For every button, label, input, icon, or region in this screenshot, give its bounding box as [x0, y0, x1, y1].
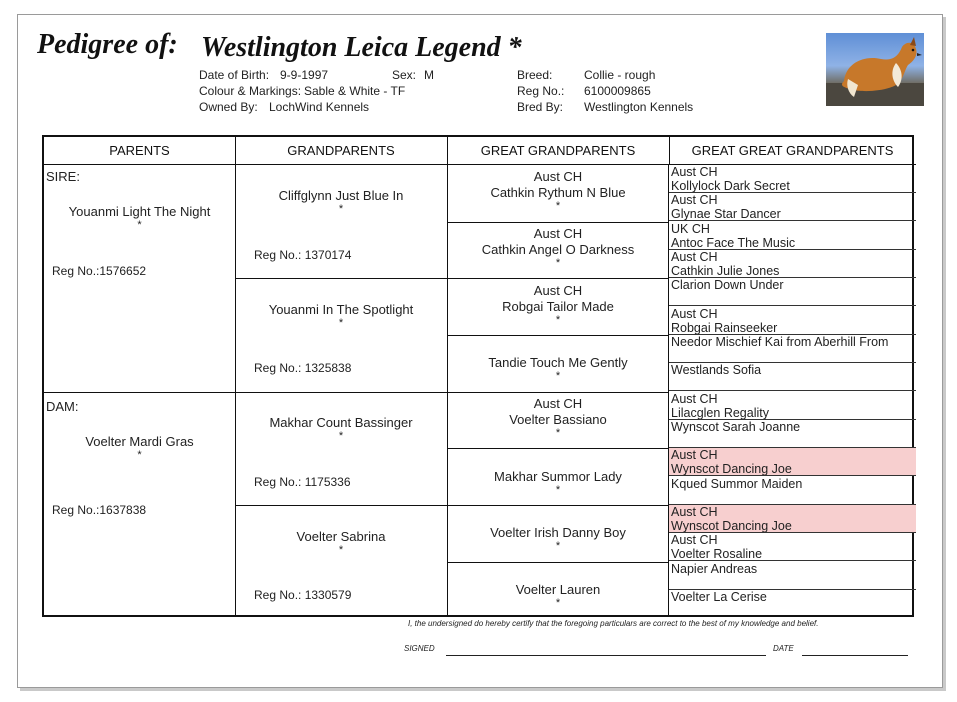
- title-label: Pedigree of:: [37, 29, 178, 60]
- grandparent-name: Cliffglynn Just Blue In: [278, 188, 404, 203]
- great-grandparent-title: Aust CH: [533, 396, 583, 411]
- reg-value: 6100009865: [584, 84, 651, 98]
- grandparent-reg: Reg No.: 1330579: [254, 588, 352, 602]
- ggg-name: Voelter La Cerise: [671, 590, 767, 604]
- row-divider: [235, 505, 669, 506]
- grandparent-reg: Reg No.: 1175336: [254, 475, 351, 489]
- owned-label: Owned By:: [199, 100, 258, 114]
- ggg-name: Robgai Rainseeker: [671, 321, 778, 335]
- row-divider: [447, 335, 669, 336]
- collie-photo: [826, 33, 924, 106]
- certification-text: I, the undersigned do hereby certify that the foregoing particulars are correct to the best of my knowledge and belief.: [408, 619, 819, 628]
- signed-label: SIGNED: [404, 644, 435, 653]
- ggg-entry: [669, 420, 916, 448]
- grandparent-reg: Reg No.: 1325838: [254, 361, 352, 375]
- great-grandparent-name: Tandie Touch Me Gently: [488, 355, 628, 370]
- grandparent-name: Youanmi In The Spotlight: [268, 302, 414, 317]
- ggg-name: Lilacglen Regality: [671, 406, 769, 420]
- ggg-name: Kqued Summor Maiden: [671, 477, 803, 491]
- grandparent-star: *: [338, 430, 344, 442]
- ggg-name: Cathkin Julie Jones: [671, 264, 780, 278]
- breed-label: Breed:: [517, 68, 553, 82]
- great-grandparent-name: Cathkin Angel O Darkness: [481, 242, 635, 257]
- ggg-entry: [669, 477, 916, 505]
- colour-value: Sable & White - TF: [304, 84, 406, 98]
- ggg-name: Westlands Sofia: [671, 363, 762, 377]
- ggg-name: Wynscot Dancing Joe: [671, 462, 792, 476]
- breed-value: Collie - rough: [584, 68, 656, 82]
- grandparent-reg: Reg No.: 1370174: [254, 248, 352, 262]
- ggg-entry: [669, 392, 916, 420]
- great-grandparent-title: Aust CH: [533, 169, 583, 184]
- header-great-grandparents: GREAT GRANDPARENTS: [447, 137, 669, 165]
- great-grandparent-name: Voelter Irish Danny Boy: [490, 525, 626, 540]
- great-grandparent-star: *: [555, 200, 561, 212]
- ggg-entry: [669, 562, 916, 590]
- ggg-entry-highlighted: [669, 448, 916, 476]
- great-grandparent-star: *: [555, 314, 561, 326]
- ggg-name: Wynscot Sarah Joanne: [671, 420, 801, 434]
- ggg-name: Needor Mischief Kai from Aberhill From: [671, 335, 889, 349]
- ggg-title: UK CH: [671, 222, 710, 236]
- ggg-name: Kollylock Dark Secret: [671, 179, 790, 193]
- ggg-entry: [669, 222, 916, 250]
- sire-reg: Reg No.:1576652: [52, 264, 147, 278]
- ggg-entry: [669, 533, 916, 561]
- header-parents: PARENTS: [44, 137, 235, 165]
- row-divider: [447, 448, 669, 449]
- ggg-entry: [669, 307, 916, 335]
- ggg-title: Aust CH: [671, 165, 718, 179]
- sire-name: Youanmi Light The Night: [68, 204, 211, 219]
- dam-reg: Reg No.:1637838: [52, 503, 147, 517]
- ggg-name: Antoc Face The Music: [671, 236, 796, 250]
- sex-value: M: [424, 68, 434, 82]
- great-grandparent-title: Aust CH: [533, 283, 583, 298]
- dam-name: Voelter Mardi Gras: [85, 434, 194, 449]
- dam-star: *: [137, 449, 142, 461]
- great-grandparent-title: Aust CH: [533, 226, 583, 241]
- row-divider: [44, 392, 669, 393]
- great-grandparent-name: Cathkin Rythum N Blue: [490, 185, 626, 200]
- great-grandparent-star: *: [555, 257, 561, 269]
- signature-line[interactable]: [446, 655, 766, 656]
- ggg-entry: [669, 590, 916, 618]
- ggg-title: Aust CH: [671, 533, 718, 547]
- pedigree-certificate: [17, 14, 943, 688]
- ggg-entry: [669, 193, 916, 221]
- bred-value: Westlington Kennels: [584, 100, 694, 114]
- great-grandparent-star: *: [555, 484, 561, 496]
- ggg-name: Napier Andreas: [671, 562, 758, 576]
- grandparent-star: *: [338, 317, 344, 329]
- great-grandparent-name: Robgai Tailor Made: [502, 299, 614, 314]
- dog-name: Westlington Leica Legend *: [201, 32, 522, 63]
- great-grandparent-star: *: [555, 427, 561, 439]
- ggg-entry-highlighted: [669, 505, 916, 533]
- ggg-entry: [669, 335, 916, 363]
- ggg-entry: [669, 278, 916, 306]
- ggg-title: Aust CH: [671, 505, 718, 519]
- row-divider: [235, 278, 669, 279]
- great-grandparent-name: Makhar Summor Lady: [494, 469, 622, 484]
- great-grandparent-star: *: [555, 597, 561, 609]
- grandparent-star: *: [338, 544, 344, 556]
- grandparent-star: *: [338, 203, 344, 215]
- great-grandparent-name: Voelter Bassiano: [509, 412, 607, 427]
- ggg-title: Aust CH: [671, 250, 718, 264]
- date-label: DATE: [773, 644, 794, 653]
- great-grandparent-star: *: [555, 540, 561, 552]
- grandparent-name: Voelter Sabrina: [296, 529, 386, 544]
- colour-label: Colour & Markings:: [199, 84, 302, 98]
- ggg-title: Aust CH: [671, 193, 718, 207]
- ggg-name: Clarion Down Under: [671, 278, 784, 292]
- dam-label: DAM:: [46, 399, 79, 414]
- column-divider: [669, 137, 670, 165]
- row-divider: [447, 222, 669, 223]
- ggg-title: Aust CH: [671, 392, 718, 406]
- dob-value: 9-9-1997: [280, 68, 329, 82]
- pedigree-table: [42, 135, 914, 617]
- owned-value: LochWind Kennels: [269, 100, 370, 114]
- dob-label: Date of Birth:: [199, 68, 270, 82]
- sex-label: Sex:: [392, 68, 417, 82]
- grandparent-name: Makhar Count Bassinger: [269, 415, 413, 430]
- date-line[interactable]: [802, 655, 908, 656]
- bred-label: Bred By:: [517, 100, 564, 114]
- ggg-title: Aust CH: [671, 448, 718, 462]
- ggg-entry: [669, 165, 916, 193]
- great-grandparent-name: Voelter Lauren: [515, 582, 601, 597]
- ggg-name: Voelter Rosaline: [671, 547, 763, 561]
- ggg-entry: [669, 250, 916, 278]
- sire-star: *: [137, 219, 142, 231]
- row-divider: [447, 562, 669, 563]
- ggg-name: Wynscot Dancing Joe: [671, 519, 792, 533]
- ggg-name: Glynae Star Dancer: [671, 207, 781, 221]
- ggg-entry: [669, 363, 916, 391]
- sire-label: SIRE:: [46, 169, 80, 184]
- header-grandparents: GRANDPARENTS: [235, 137, 447, 165]
- ggg-title: Aust CH: [671, 307, 718, 321]
- reg-label: Reg No.:: [517, 84, 565, 98]
- header-great-great-grandparents: GREAT GREAT GRANDPARENTS: [669, 137, 916, 165]
- great-grandparent-star: *: [555, 370, 561, 382]
